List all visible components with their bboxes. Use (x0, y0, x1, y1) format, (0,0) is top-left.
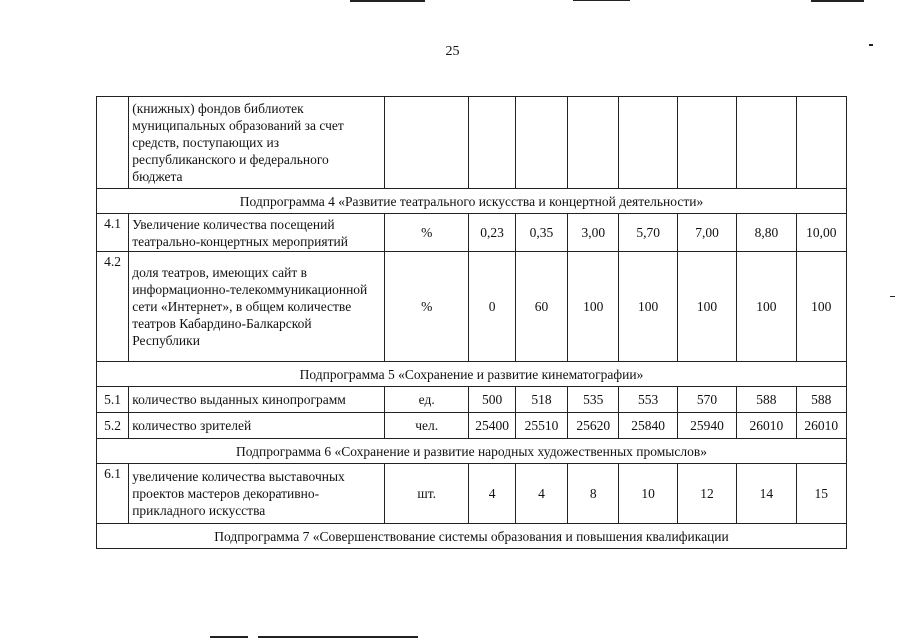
row-unit: чел. (384, 413, 469, 439)
row-value: 553 (619, 387, 677, 413)
row-value (737, 97, 796, 189)
row-value: 4 (515, 464, 567, 524)
row-value: 518 (515, 387, 567, 413)
row-description: увеличение количества выставочных проектов мастеров декоративно-прикладного искусства (129, 464, 385, 524)
row-value: 25840 (619, 413, 677, 439)
row-value: 588 (796, 387, 846, 413)
row-value: 25620 (568, 413, 619, 439)
scan-mark-side (890, 296, 895, 297)
indicators-table (96, 96, 847, 549)
row-value: 3,00 (568, 214, 619, 252)
row-value (568, 97, 619, 189)
row-value: 100 (737, 252, 796, 362)
row-value: 500 (469, 387, 515, 413)
row-value: 15 (796, 464, 846, 524)
row-value: 26010 (796, 413, 846, 439)
row-unit: % (384, 252, 469, 362)
row-number: 6.1 (97, 464, 129, 524)
section-row (97, 524, 847, 549)
row-value: 100 (619, 252, 677, 362)
row-unit: шт. (384, 464, 469, 524)
scan-mark-bottom-2 (210, 636, 248, 638)
row-value: 10,00 (796, 214, 846, 252)
row-value: 25510 (515, 413, 567, 439)
row-number: 5.2 (97, 413, 129, 439)
section-title: Подпрограмма 6 «Сохранение и развитие народных художественных промыслов» (97, 439, 847, 464)
table-row (97, 387, 847, 413)
row-value: 26010 (737, 413, 796, 439)
row-number: 5.1 (97, 387, 129, 413)
row-number: 4.1 (97, 214, 129, 252)
row-value: 8 (568, 464, 619, 524)
table-row (97, 214, 847, 252)
row-value: 100 (677, 252, 736, 362)
scan-mark-top-3 (811, 0, 864, 2)
scan-mark-top-1 (350, 0, 425, 2)
row-number: 4.2 (97, 252, 129, 362)
row-description: количество зрителей (129, 413, 385, 439)
row-value: 588 (737, 387, 796, 413)
section-title: Подпрограмма 4 «Развитие театрального искусства и концертной деятельности» (97, 189, 847, 214)
row-value: 60 (515, 252, 567, 362)
row-value: 0 (469, 252, 515, 362)
section-row (97, 189, 847, 214)
table-row (97, 413, 847, 439)
row-description: доля театров, имеющих сайт в информационно-телекоммуникационной сети «Интернет», в общем количестве театров Кабардино-Балкарской Республики (129, 252, 385, 362)
scan-mark-top-2 (573, 0, 630, 1)
section-title: Подпрограмма 5 «Сохранение и развитие кинематографии» (97, 362, 847, 387)
row-value: 570 (677, 387, 736, 413)
row-description: Увеличение количества посещений театрально-концертных мероприятий (129, 214, 385, 252)
page-number: 25 (445, 44, 460, 59)
row-value: 5,70 (619, 214, 677, 252)
row-unit: ед. (384, 387, 469, 413)
row-value: 8,80 (737, 214, 796, 252)
row-value (469, 97, 515, 189)
row-value: 0,35 (515, 214, 567, 252)
table-row (97, 97, 847, 189)
row-value: 100 (796, 252, 846, 362)
row-value: 100 (568, 252, 619, 362)
row-value: 10 (619, 464, 677, 524)
row-description: количество выданных кинопрограмм (129, 387, 385, 413)
row-value (796, 97, 846, 189)
row-value (677, 97, 736, 189)
table-row (97, 464, 847, 524)
row-value (619, 97, 677, 189)
row-value: 14 (737, 464, 796, 524)
row-value: 25940 (677, 413, 736, 439)
row-value: 4 (469, 464, 515, 524)
row-value: 12 (677, 464, 736, 524)
row-unit: % (384, 214, 469, 252)
row-value: 25400 (469, 413, 515, 439)
row-value: 0,23 (469, 214, 515, 252)
table-row (97, 252, 847, 362)
section-row (97, 439, 847, 464)
section-title: Подпрограмма 7 «Совершенствование системы образования и повышения квалификации (97, 524, 847, 549)
section-row (97, 362, 847, 387)
row-number (97, 97, 129, 189)
scan-mark-bottom (258, 636, 418, 638)
row-description: (книжных) фондов библиотек муниципальных образований за счет средств, поступающих из республиканского и федерального бюджета (129, 97, 385, 189)
row-value (515, 97, 567, 189)
row-value: 535 (568, 387, 619, 413)
row-unit (384, 97, 469, 189)
row-value: 7,00 (677, 214, 736, 252)
